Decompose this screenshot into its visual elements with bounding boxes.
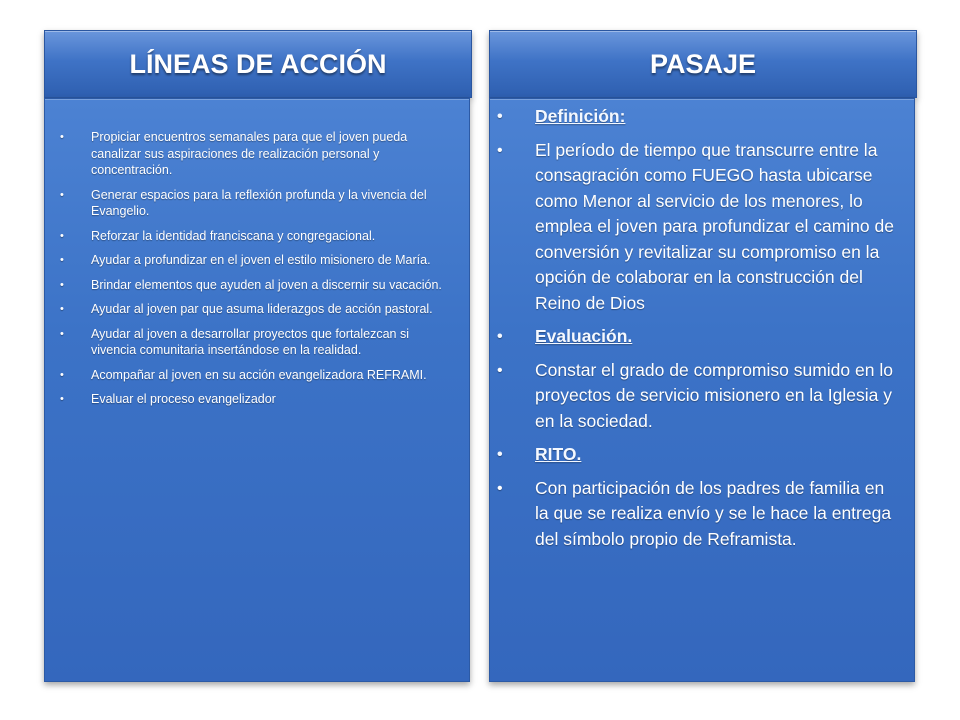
lineas-de-accion-title: LÍNEAS DE ACCIÓN bbox=[129, 49, 387, 79]
list-item: • Ayudar a profundizar en el joven el estilo misionero de María. bbox=[91, 252, 457, 269]
pasaje-list bbox=[490, 99, 914, 552]
list-item: • Reforzar la identidad franciscana y congregacional. bbox=[91, 228, 457, 245]
rito-text: • Con participación de los padres de familia en la que se realiza envío y se le hace la entrega del símbolo propio de Reframista. bbox=[535, 476, 902, 553]
list-item: • Evaluar el proceso evangelizador bbox=[91, 391, 457, 408]
lineas-de-accion-list bbox=[45, 99, 469, 408]
list-item: • Ayudar al joven par que asuma liderazgos de acción pastoral. bbox=[91, 301, 457, 318]
pasaje-panel bbox=[489, 98, 915, 682]
list-item: • Propiciar encuentros semanales para que el joven pueda canalizar sus aspiraciones de realización personal y concentración. bbox=[91, 129, 457, 179]
list-item: • Ayudar al joven a desarrollar proyectos que fortalezcan si vivencia comunitaria insertándose en la realidad. bbox=[91, 326, 457, 359]
definicion-label: • Definición: bbox=[535, 104, 902, 130]
list-item: • Brindar elementos que ayuden al joven a discernir su vacación. bbox=[91, 277, 457, 294]
rito-label: • RITO. bbox=[535, 442, 902, 468]
pasaje-title: PASAJE bbox=[649, 49, 757, 79]
pasaje-header bbox=[489, 30, 917, 98]
evaluacion-label: • Evaluación. bbox=[535, 324, 902, 350]
definicion-text: • El período de tiempo que transcurre entre la consagración como FUEGO hasta ubicarse como Menor al servicio de los menores, lo emplea el joven para profundizar el camino de conversión y revitalizar su compromiso en la opción de colaborar en la construcción del Reino de Dios bbox=[535, 138, 902, 317]
lineas-de-accion-header bbox=[44, 30, 472, 98]
lineas-de-accion-panel bbox=[44, 98, 470, 682]
list-item: • Generar espacios para la reflexión profunda y la vivencia del Evangelio. bbox=[91, 187, 457, 220]
list-item: • Acompañar al joven en su acción evangelizadora REFRAMI. bbox=[91, 367, 457, 384]
evaluacion-text: • Constar el grado de compromiso sumido en lo proyectos de servicio misionero en la Iglesia y en la sociedad. bbox=[535, 358, 902, 435]
